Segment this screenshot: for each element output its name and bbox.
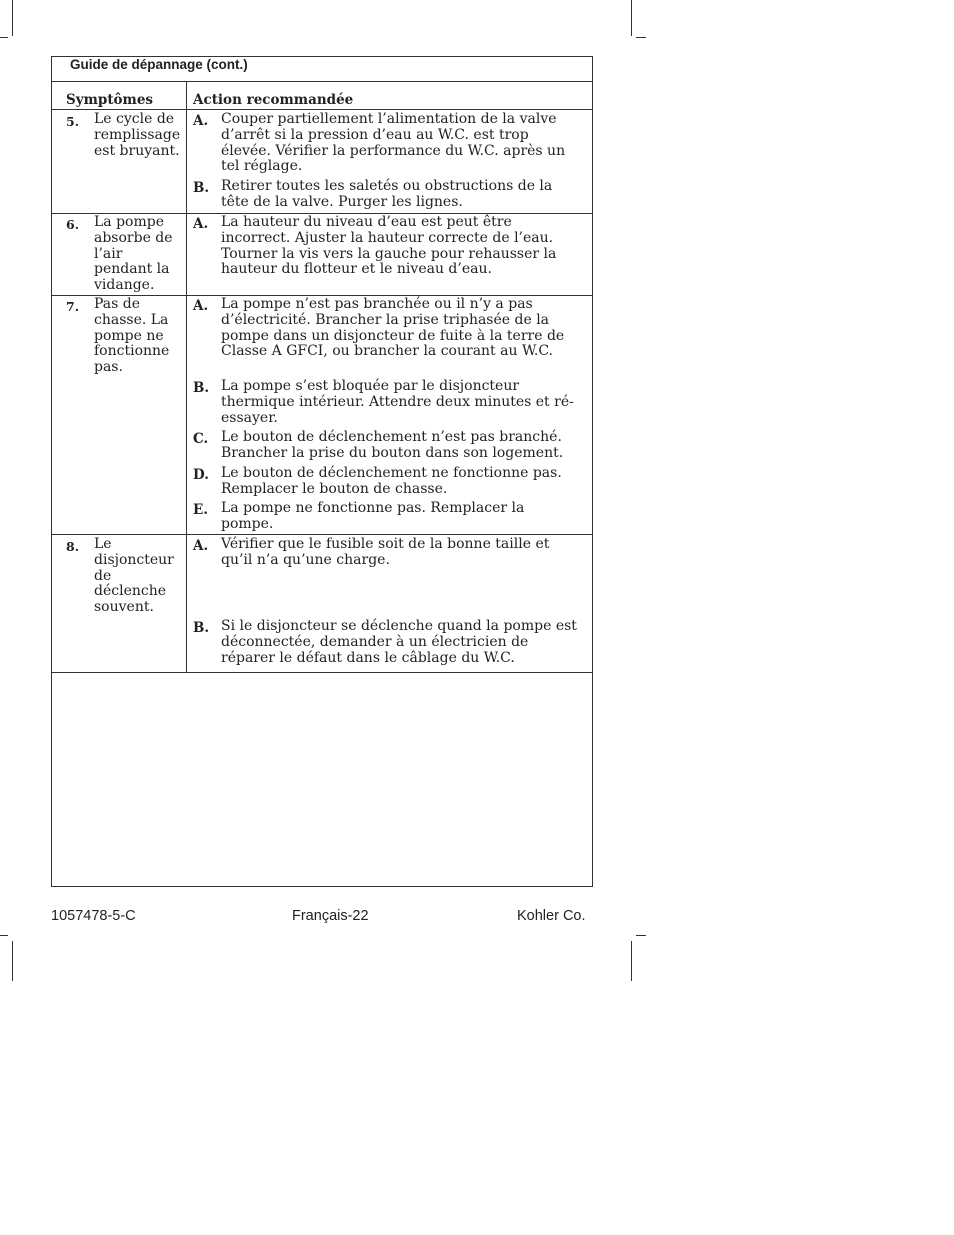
table-title: Guide de dépannage (cont.) <box>70 57 248 72</box>
action-text: Couper partiellement l’alimentation de la valve d’arrêt si la pression d’eau au W.C. est trop élevée. Vérifier la performance du W.C. après un tel réglage. <box>221 111 566 175</box>
table-row <box>52 537 592 671</box>
action-letter: E. <box>193 502 208 518</box>
action-letter: A. <box>193 216 209 232</box>
action-letter: A. <box>193 538 209 554</box>
footer-brand: Kohler Co. <box>517 908 586 924</box>
row-number: 7. <box>66 299 80 314</box>
action-letter: B. <box>193 380 210 396</box>
action-letter: D. <box>193 467 209 483</box>
crop-mark <box>631 0 632 36</box>
action-text: Le bouton de déclenchement n’est pas branché. Brancher la prise du bouton dans son logement. <box>221 429 564 461</box>
row-divider <box>52 109 592 110</box>
crop-mark <box>0 935 8 936</box>
action-text: Si le disjoncteur se déclenche quand la pompe est déconnectée, demander à un électricien de réparer le défaut dans le câblage du W.C. <box>221 618 577 666</box>
crop-mark <box>631 941 632 981</box>
header-action: Action recommandée <box>193 92 354 108</box>
table-row <box>52 112 592 212</box>
row-number: 5. <box>66 114 80 129</box>
crop-mark <box>12 0 13 36</box>
row-number: 6. <box>66 217 80 232</box>
symptom-text: Pas de chasse. La pompe ne fonctionne pas. <box>94 296 170 376</box>
row-divider <box>52 534 592 535</box>
table-title-bar <box>52 57 592 82</box>
symptom-text: Le disjoncteur de déclenche souvent. <box>94 536 174 616</box>
action-text: Le bouton de déclenchement ne fonctionne pas. Remplacer le bouton de chasse. <box>221 465 562 497</box>
action-letter: B. <box>193 620 210 636</box>
row-divider <box>52 672 592 673</box>
symptom-text: La pompe absorbe de l’air pendant la vidange. <box>94 214 173 294</box>
footer-page-label: Français-22 <box>292 908 369 924</box>
table-row <box>52 297 592 533</box>
action-text: Retirer toutes les saletés ou obstructions de la tête de la valve. Purger les lignes. <box>221 178 553 210</box>
crop-mark <box>636 37 646 38</box>
action-letter: B. <box>193 180 210 196</box>
action-letter: A. <box>193 113 209 129</box>
row-number: 8. <box>66 539 80 554</box>
symptom-text: Le cycle de remplissage est bruyant. <box>94 111 181 159</box>
action-text: La hauteur du niveau d’eau est peut être incorrect. Ajuster la hauteur correcte de l’eau. Tourner la vis vers la gauche pour rehausser la hauteur du flotteur et le niveau d’eau. <box>221 214 557 278</box>
action-letter: C. <box>193 431 209 447</box>
crop-mark <box>0 37 8 38</box>
footer-doc-number: 1057478-5-C <box>51 908 136 924</box>
table-row <box>52 215 592 293</box>
troubleshooting-table <box>51 56 593 887</box>
action-text: La pompe n’est pas branchée ou il n’y a pas d’électricité. Brancher la prise triphasée de la pompe dans un disjoncteur de fuite à la terre de Classe A GFCI, ou brancher la courant au W.C. <box>221 296 565 360</box>
action-text: La pompe s’est bloquée par le disjoncteur thermique intérieur. Attendre deux minutes et ré-essayer. <box>221 378 574 426</box>
action-text: La pompe ne fonctionne pas. Remplacer la pompe. <box>221 500 525 532</box>
action-text: Vérifier que le fusible soit de la bonne taille et qu’il n’a qu’une charge. <box>221 536 550 568</box>
header-symptoms: Symptômes <box>66 92 154 108</box>
crop-mark <box>12 941 13 981</box>
action-letter: A. <box>193 298 209 314</box>
crop-mark <box>636 935 646 936</box>
